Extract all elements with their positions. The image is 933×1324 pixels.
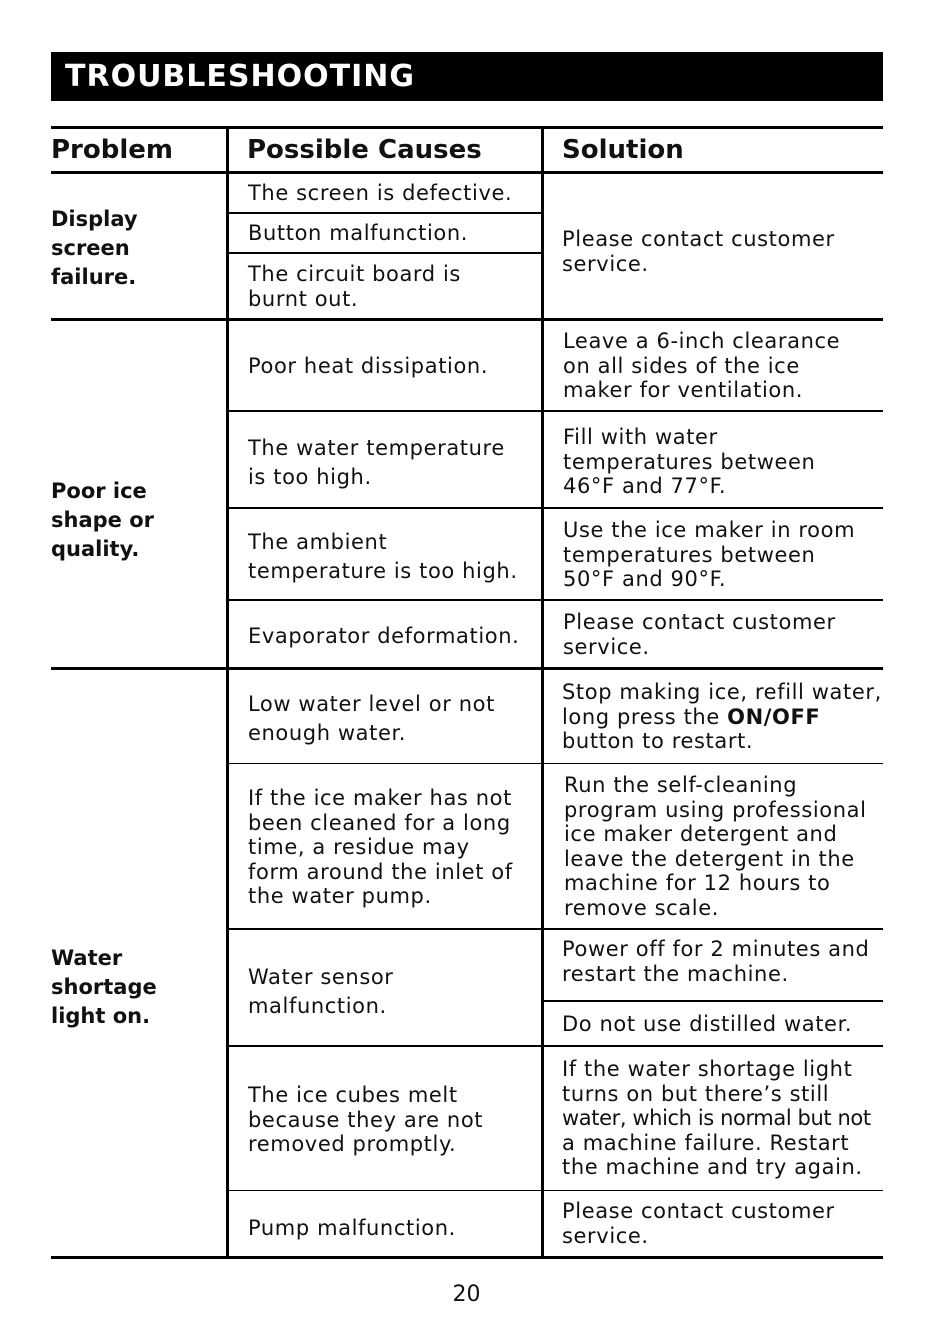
cause-cell [248, 690, 495, 748]
solution-cell [563, 425, 815, 499]
cause-line: malfunction. [248, 994, 387, 1018]
row-rule [228, 928, 883, 930]
solution-line: program using professional [564, 797, 867, 822]
cause-cell [248, 528, 518, 586]
cause-cell [248, 1083, 483, 1157]
solution-cell [562, 1012, 852, 1037]
solution-line: Do not use distilled water. [562, 1012, 853, 1036]
solution-line: temperatures between [563, 542, 816, 567]
solution-cell [562, 1057, 871, 1180]
row-rule [228, 212, 542, 214]
cause-cell [248, 963, 394, 1021]
solution-line: Stop making ice, refill water, [562, 680, 882, 704]
solution-cell [564, 773, 867, 920]
header-rule [51, 171, 883, 174]
problem-line: Display [51, 207, 138, 231]
solution-line: maker for ventilation. [563, 378, 804, 402]
solution-cell [563, 329, 840, 403]
cause-line: The ambient [248, 530, 388, 554]
solution-line: 50°F and 90°F. [563, 567, 727, 591]
problem-line: quality. [51, 537, 140, 561]
cause-line: The circuit board is [248, 262, 461, 286]
solution-line: Please contact customer [562, 227, 835, 251]
cause-line: the water pump. [248, 884, 432, 908]
row-rule [543, 1000, 883, 1002]
cause-line: Evaporator deformation. [248, 624, 520, 648]
row-rule [228, 252, 542, 254]
solution-line: If the water shortage light [562, 1057, 853, 1081]
solution-line: on all sides of the ice [563, 353, 800, 378]
solution-line: Run the self-cleaning [564, 773, 798, 797]
solution-text: long press the [562, 704, 728, 729]
solution-line: machine for 12 hours to [564, 871, 831, 895]
row-rule [228, 1190, 883, 1191]
problem-line: Poor ice [51, 479, 147, 503]
cause-line: form around the inlet of [248, 859, 513, 884]
cause-line: enough water. [248, 721, 407, 745]
solution-line: restart the machine. [562, 961, 789, 986]
solution-line: leave the detergent in the [564, 846, 855, 871]
header-solution: Solution [562, 135, 684, 165]
group-rule-1 [51, 318, 883, 321]
problem-line: screen [51, 236, 130, 260]
cause-cell [248, 354, 488, 379]
on-off-button-label: ON/OFF [727, 704, 821, 729]
table-bottom-rule [51, 1256, 883, 1259]
solution-line [562, 705, 882, 730]
cause-line: burnt out. [248, 286, 359, 311]
solution-line: 46°F and 77°F. [563, 474, 727, 498]
solution-line: a machine failure. Restart [562, 1130, 850, 1155]
cause-line: The ice cubes melt [248, 1083, 458, 1107]
row-rule [228, 763, 883, 764]
cause-line: time, a residue may [248, 835, 470, 859]
solution-cell [562, 937, 869, 986]
group-rule-2 [51, 667, 883, 670]
solution-line: ice maker detergent and [564, 822, 838, 846]
solution-line: turns on but there’s still [562, 1081, 830, 1106]
problem-line: shape or [51, 508, 154, 532]
solution-line: Please contact customer [562, 1199, 835, 1223]
column-divider-2 [541, 126, 544, 1259]
troubleshooting-banner [51, 52, 883, 101]
row-rule [228, 599, 883, 601]
row-rule [228, 507, 883, 509]
cause-line: is too high. [248, 465, 372, 489]
solution-line: Power off for 2 minutes and [562, 937, 870, 961]
column-divider-1 [226, 126, 229, 1259]
cause-line: The screen is defective. [248, 181, 513, 205]
table-top-rule [51, 126, 883, 129]
cause-cell [248, 181, 512, 206]
problem-line: Water [51, 946, 123, 970]
cause-line: The water temperature [248, 436, 505, 460]
solution-line: water, which is normal but not [562, 1106, 871, 1130]
solution-line: button to restart. [562, 729, 754, 753]
solution-cell [562, 1199, 835, 1248]
cause-line: removed promptly. [248, 1132, 457, 1156]
problem-line: failure. [51, 265, 137, 289]
cause-line: temperature is too high. [248, 559, 518, 583]
cause-cell [248, 221, 468, 246]
solution-cell [562, 680, 882, 754]
cause-cell [248, 262, 461, 311]
problem-poor-ice-shape [51, 477, 154, 564]
header-problem: Problem [51, 135, 173, 165]
cause-line: Button malfunction. [248, 221, 469, 245]
solution-line: temperatures between [563, 449, 816, 474]
solution-line: Please contact customer [563, 610, 836, 634]
problem-display-screen-failure [51, 205, 138, 292]
solution-line: service. [562, 251, 649, 276]
cause-line: Poor heat dissipation. [248, 354, 489, 378]
cause-line: If the ice maker has not [248, 786, 512, 810]
cause-cell [248, 786, 513, 909]
solution-line: service. [563, 634, 650, 659]
cause-line: Pump malfunction. [248, 1216, 456, 1240]
banner-title: TROUBLESHOOTING [65, 59, 415, 94]
solution-cell [563, 518, 855, 592]
cause-line: Low water level or not [248, 692, 495, 716]
solution-line: the machine and try again. [562, 1155, 863, 1179]
cause-line: been cleaned for a long [248, 810, 511, 835]
problem-water-shortage-light [51, 944, 157, 1031]
cause-cell [248, 1216, 456, 1241]
solution-line: Fill with water [563, 425, 718, 449]
problem-line: light on. [51, 1004, 151, 1028]
page-number: 20 [452, 1282, 481, 1307]
solution-line: Leave a 6-inch clearance [563, 329, 841, 353]
row-rule [228, 1045, 883, 1047]
solution-cell [562, 227, 835, 276]
cause-cell [248, 624, 519, 649]
cause-line: because they are not [248, 1107, 484, 1132]
header-possible-causes: Possible Causes [247, 135, 482, 165]
solution-cell [563, 610, 836, 659]
problem-line: shortage [51, 975, 157, 999]
solution-line: service. [562, 1223, 649, 1248]
cause-line: Water sensor [248, 965, 394, 989]
cause-cell [248, 434, 505, 492]
row-rule [228, 410, 883, 412]
solution-line: remove scale. [564, 895, 720, 920]
solution-line: Use the ice maker in room [563, 518, 856, 542]
